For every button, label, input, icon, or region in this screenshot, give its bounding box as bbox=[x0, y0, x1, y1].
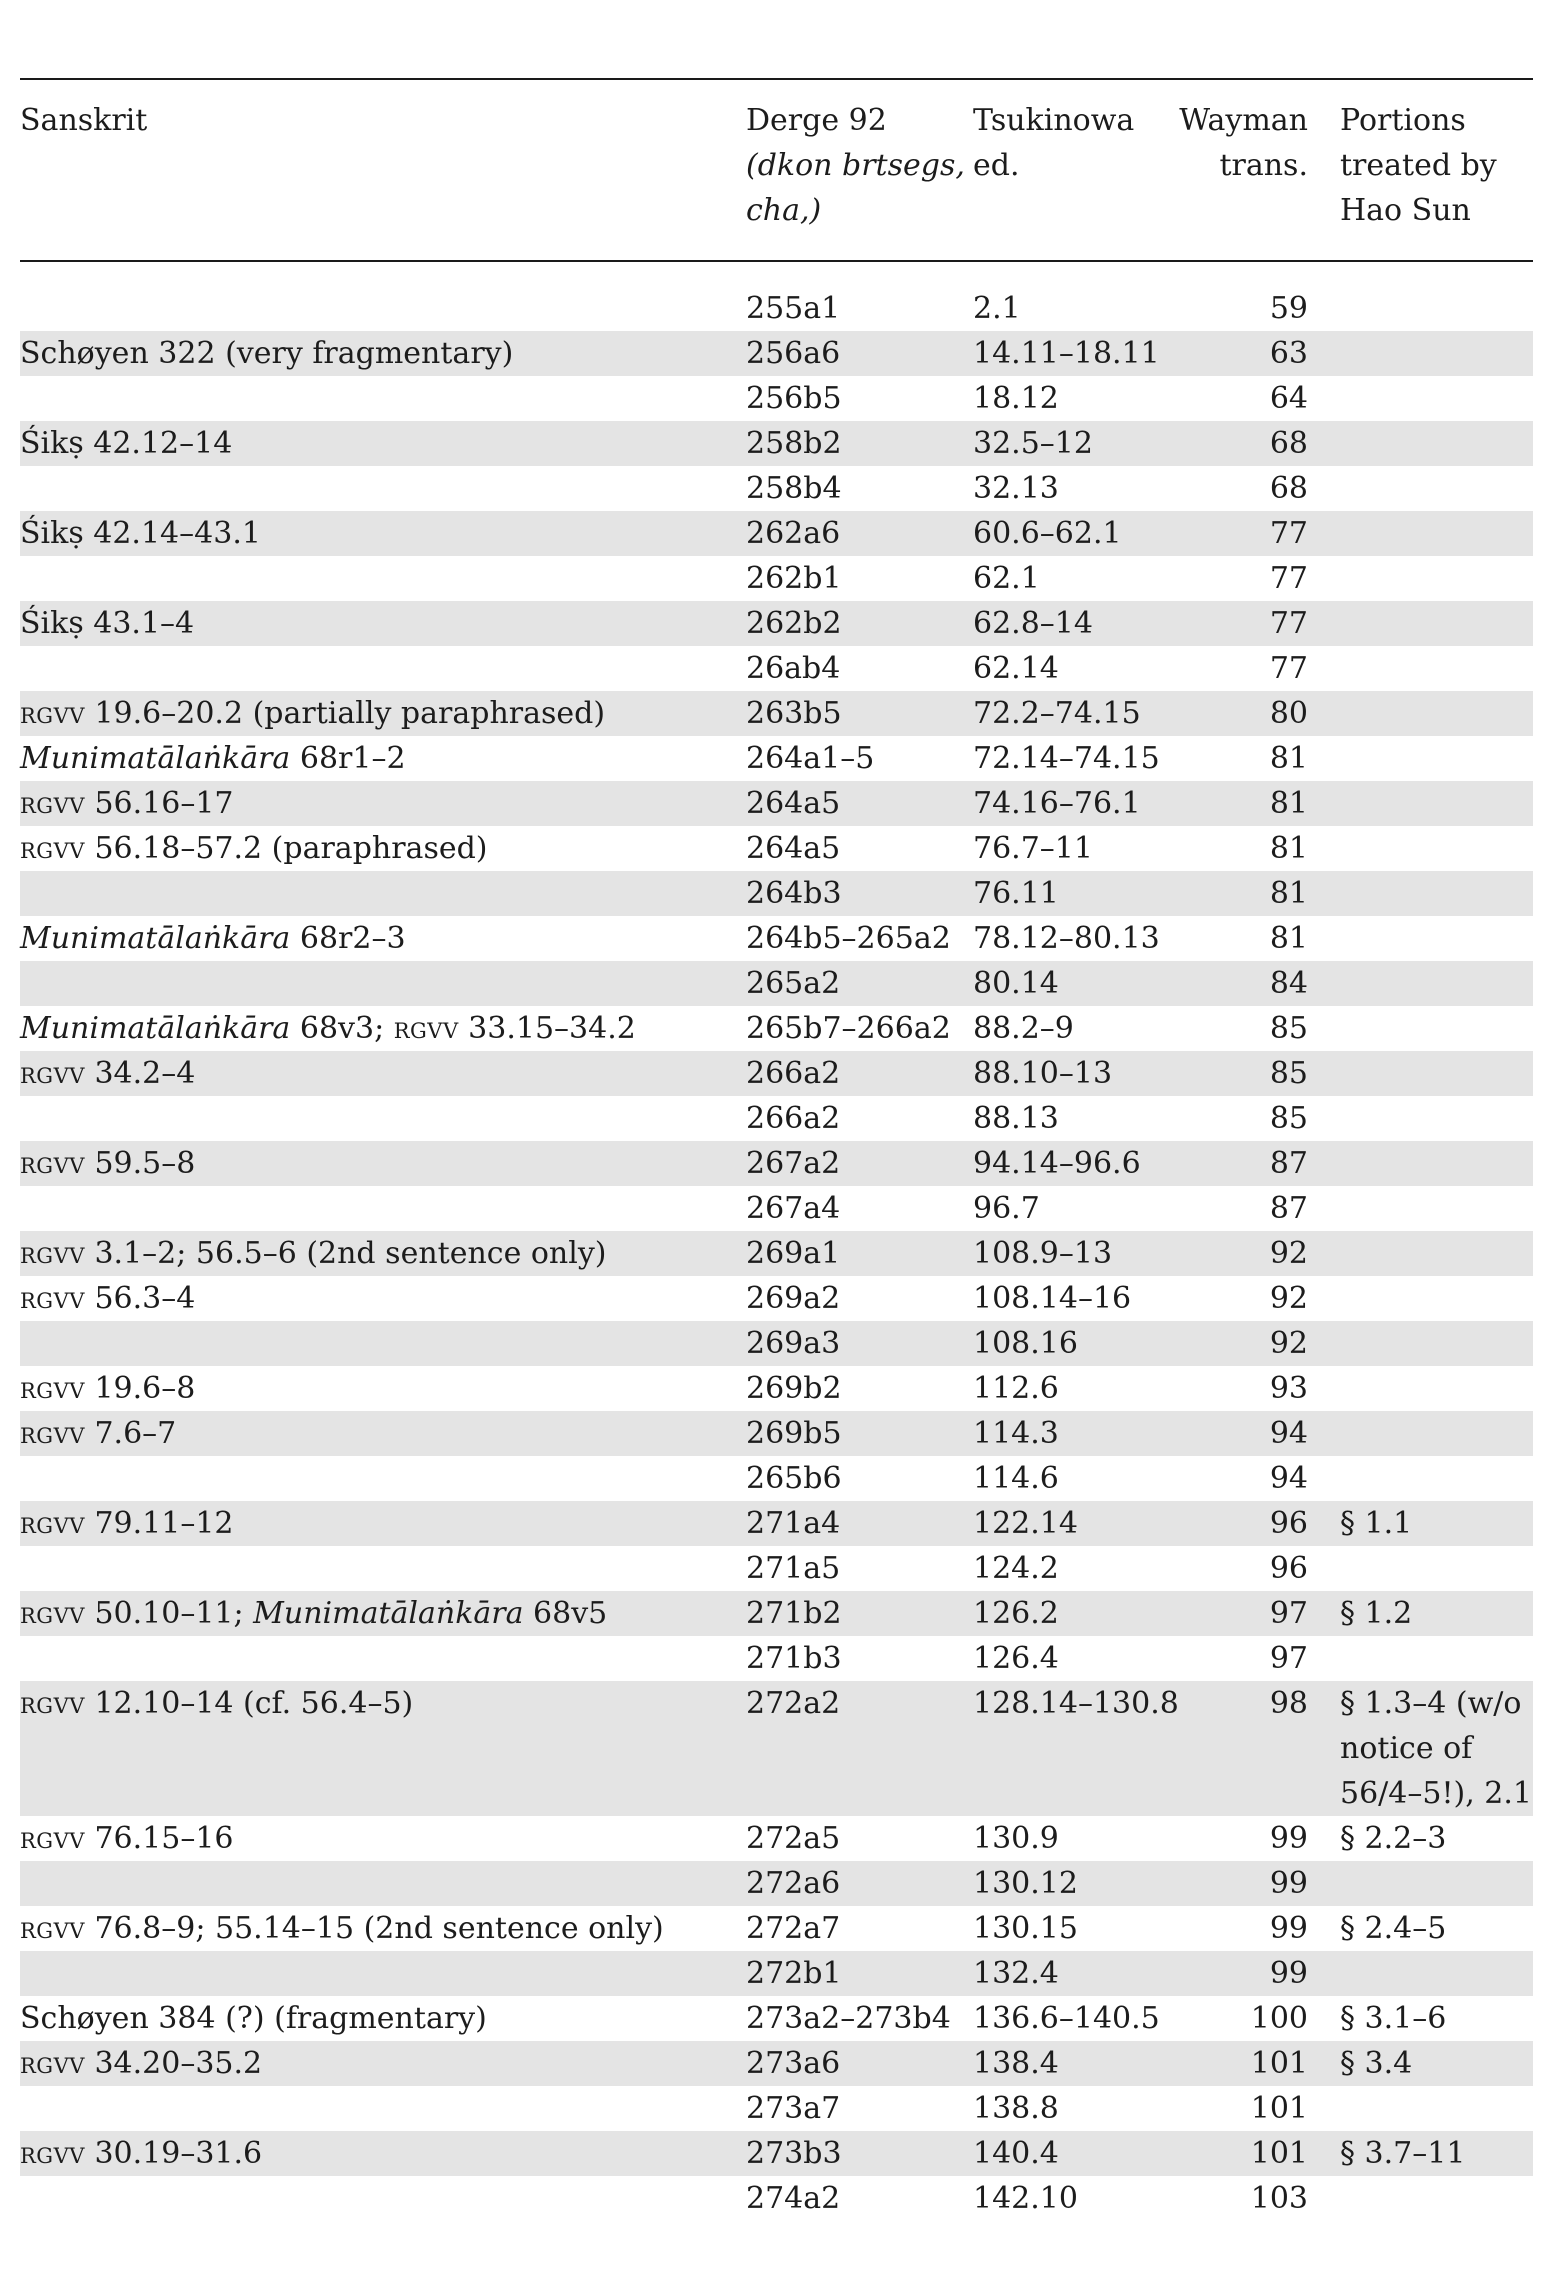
cell-portions: § 3.7–11 bbox=[1340, 2136, 1466, 2171]
cell-sanskrit bbox=[20, 781, 234, 826]
table-row bbox=[20, 1096, 1533, 1141]
cell-sanskrit bbox=[20, 736, 406, 781]
cell-derge: 273b3 bbox=[746, 2136, 842, 2171]
cell-wayman: 94 bbox=[1269, 1416, 1308, 1451]
table-row bbox=[20, 916, 1533, 961]
cell-wayman: 99 bbox=[1269, 1866, 1308, 1901]
cell-wayman: 64 bbox=[1269, 381, 1308, 416]
cell-derge: 273a7 bbox=[746, 2091, 841, 2126]
cell-tsukinowa: 138.8 bbox=[973, 2091, 1059, 2126]
cell-derge: 266a2 bbox=[746, 1101, 841, 1136]
cell-tsukinowa: 136.6–140.5 bbox=[973, 2001, 1160, 2036]
cell-derge: 262a6 bbox=[746, 516, 841, 551]
table-row bbox=[20, 871, 1533, 916]
cell-wayman: 97 bbox=[1269, 1596, 1308, 1631]
sanskrit-segment: 59.5–8 bbox=[84, 1146, 196, 1181]
cell-derge: 274a2 bbox=[746, 2181, 841, 2216]
concordance-table bbox=[20, 78, 1533, 2221]
sanskrit-segment: rgvv bbox=[20, 1281, 85, 1316]
cell-tsukinowa: 132.4 bbox=[973, 1956, 1059, 1991]
cell-sanskrit bbox=[20, 1411, 176, 1456]
cell-tsukinowa: 14.11–18.11 bbox=[973, 336, 1160, 371]
cell-portions: § 1.3–4 (w/o notice of 56/4–5!), 2.1 bbox=[1340, 1686, 1532, 1811]
cell-wayman: 92 bbox=[1269, 1281, 1308, 1316]
cell-tsukinowa: 96.7 bbox=[973, 1191, 1040, 1226]
cell-portions: § 3.4 bbox=[1340, 2046, 1413, 2081]
cell-tsukinowa: 142.10 bbox=[973, 2181, 1078, 2216]
sanskrit-segment: rgvv bbox=[20, 786, 85, 821]
sanskrit-segment: rgvv bbox=[20, 1686, 85, 1721]
sanskrit-segment: 34.2–4 bbox=[84, 1056, 196, 1091]
cell-derge: 269a2 bbox=[746, 1281, 841, 1316]
cell-wayman: 97 bbox=[1269, 1641, 1308, 1676]
cell-derge: 264a1–5 bbox=[746, 741, 875, 776]
cell-wayman: 68 bbox=[1269, 426, 1308, 461]
cell-sanskrit bbox=[20, 916, 406, 961]
sanskrit-segment: 68r1–2 bbox=[290, 741, 406, 776]
cell-tsukinowa: 18.12 bbox=[973, 381, 1059, 416]
header-sanskrit: Sanskrit bbox=[20, 103, 148, 138]
cell-wayman: 92 bbox=[1269, 1236, 1308, 1271]
table-row bbox=[20, 1591, 1533, 1636]
sanskrit-segment: 56.3–4 bbox=[84, 1281, 196, 1316]
header-wayman: Wayman trans. bbox=[1179, 103, 1308, 183]
table-row bbox=[20, 1141, 1533, 1186]
cell-derge: 26ab4 bbox=[746, 651, 841, 686]
cell-wayman: 77 bbox=[1269, 516, 1308, 551]
cell-wayman: 93 bbox=[1269, 1371, 1308, 1406]
header-derge: Derge 92 (dkon brtsegs, cha,) bbox=[746, 103, 965, 228]
cell-tsukinowa: 114.6 bbox=[973, 1461, 1059, 1496]
cell-wayman: 85 bbox=[1269, 1056, 1308, 1091]
cell-sanskrit bbox=[20, 1501, 234, 1546]
cell-derge: 256a6 bbox=[746, 336, 841, 371]
cell-derge: 265b7–266a2 bbox=[746, 1011, 951, 1046]
sanskrit-segment: rgvv bbox=[20, 2136, 85, 2171]
cell-derge: 272a7 bbox=[746, 1911, 841, 1946]
cell-wayman: 77 bbox=[1269, 606, 1308, 641]
cell-tsukinowa: 60.6–62.1 bbox=[973, 516, 1122, 551]
cell-wayman: 68 bbox=[1269, 471, 1308, 506]
cell-wayman: 99 bbox=[1269, 1956, 1308, 1991]
cell-derge: 258b2 bbox=[746, 426, 842, 461]
cell-derge: 272b1 bbox=[746, 1956, 842, 1991]
cell-derge: 258b4 bbox=[746, 471, 842, 506]
cell-derge: 272a6 bbox=[746, 1866, 841, 1901]
sanskrit-segment: rgvv bbox=[20, 1821, 85, 1856]
cell-derge: 265a2 bbox=[746, 966, 841, 1001]
table-row bbox=[20, 2086, 1533, 2131]
cell-wayman: 81 bbox=[1269, 741, 1308, 776]
cell-portions: § 2.4–5 bbox=[1340, 1911, 1447, 1946]
table-row bbox=[20, 1996, 1533, 2041]
cell-derge: 255a1 bbox=[746, 291, 841, 326]
sanskrit-segment: Śikṣ 42.12–14 bbox=[20, 426, 233, 461]
table-row bbox=[20, 1951, 1533, 1996]
cell-derge: 273a2–273b4 bbox=[746, 2001, 951, 2036]
cell-tsukinowa: 108.16 bbox=[973, 1326, 1078, 1361]
sanskrit-segment: rgvv bbox=[20, 2046, 85, 2081]
cell-derge: 264b5–265a2 bbox=[746, 921, 951, 956]
cell-derge: 269b5 bbox=[746, 1416, 842, 1451]
cell-tsukinowa: 122.14 bbox=[973, 1506, 1078, 1541]
table-row bbox=[20, 556, 1533, 601]
cell-wayman: 81 bbox=[1269, 876, 1308, 911]
cell-sanskrit bbox=[20, 1996, 487, 2041]
sanskrit-segment: Munimatālaṅkāra bbox=[253, 1596, 524, 1631]
cell-tsukinowa: 130.9 bbox=[973, 1821, 1059, 1856]
cell-derge: 272a2 bbox=[746, 1686, 841, 1721]
table-row bbox=[20, 1186, 1533, 1231]
sanskrit-segment: rgvv bbox=[393, 1011, 459, 1046]
cell-tsukinowa: 126.2 bbox=[973, 1596, 1059, 1631]
cell-tsukinowa: 114.3 bbox=[973, 1416, 1059, 1451]
cell-wayman: 96 bbox=[1269, 1506, 1308, 1541]
sanskrit-segment: rgvv bbox=[20, 1371, 85, 1406]
cell-wayman: 87 bbox=[1269, 1191, 1308, 1226]
table-row bbox=[20, 1051, 1533, 1096]
sanskrit-segment: rgvv bbox=[20, 1056, 85, 1091]
cell-wayman: 81 bbox=[1269, 786, 1308, 821]
cell-tsukinowa: 80.14 bbox=[973, 966, 1059, 1001]
cell-sanskrit bbox=[20, 601, 194, 646]
cell-derge: 262b2 bbox=[746, 606, 842, 641]
cell-derge: 263b5 bbox=[746, 696, 842, 731]
cell-sanskrit bbox=[20, 1276, 195, 1321]
cell-derge: 264a5 bbox=[746, 786, 841, 821]
cell-tsukinowa: 72.14–74.15 bbox=[973, 741, 1160, 776]
sanskrit-segment: rgvv bbox=[20, 1911, 85, 1946]
cell-sanskrit bbox=[20, 2131, 262, 2176]
cell-tsukinowa: 108.14–16 bbox=[973, 1281, 1132, 1316]
cell-derge: 265b6 bbox=[746, 1461, 842, 1496]
cell-sanskrit bbox=[20, 421, 232, 466]
table-row bbox=[20, 1411, 1533, 1456]
cell-tsukinowa: 78.12–80.13 bbox=[973, 921, 1160, 956]
cell-tsukinowa: 138.4 bbox=[973, 2046, 1059, 2081]
table-row bbox=[20, 1906, 1533, 1951]
sanskrit-segment: 68v5 bbox=[523, 1596, 608, 1631]
table-row bbox=[20, 646, 1533, 691]
cell-derge: 273a6 bbox=[746, 2046, 841, 2081]
table-row bbox=[20, 1816, 1533, 1861]
sanskrit-segment: Munimatālaṅkāra bbox=[20, 741, 291, 776]
cell-derge: 269a3 bbox=[746, 1326, 841, 1361]
sanskrit-segment: 7.6–7 bbox=[84, 1416, 177, 1451]
cell-sanskrit bbox=[20, 2041, 262, 2086]
table-header bbox=[20, 80, 1533, 260]
cell-wayman: 81 bbox=[1269, 921, 1308, 956]
sanskrit-segment: 68v3; bbox=[290, 1011, 394, 1046]
cell-wayman: 81 bbox=[1269, 831, 1308, 866]
cell-tsukinowa: 94.14–96.6 bbox=[973, 1146, 1141, 1181]
cell-wayman: 87 bbox=[1269, 1146, 1308, 1181]
table-row bbox=[20, 1636, 1533, 1681]
cell-tsukinowa: 88.2–9 bbox=[973, 1011, 1074, 1046]
cell-derge: 272a5 bbox=[746, 1821, 841, 1856]
cell-tsukinowa: 62.8–14 bbox=[973, 606, 1093, 641]
table-row bbox=[20, 1366, 1533, 1411]
sanskrit-segment: rgvv bbox=[20, 831, 85, 866]
cell-derge: 267a4 bbox=[746, 1191, 841, 1226]
table-row bbox=[20, 1546, 1533, 1591]
cell-derge: 266a2 bbox=[746, 1056, 841, 1091]
table-row bbox=[20, 466, 1533, 511]
cell-derge: 271a5 bbox=[746, 1551, 841, 1586]
cell-sanskrit bbox=[20, 1906, 664, 1951]
sanskrit-segment: rgvv bbox=[20, 1416, 85, 1451]
cell-wayman: 80 bbox=[1269, 696, 1308, 731]
cell-tsukinowa: 76.7–11 bbox=[973, 831, 1093, 866]
cell-wayman: 103 bbox=[1250, 2181, 1308, 2216]
sanskrit-segment: 56.16–17 bbox=[84, 786, 234, 821]
table-row bbox=[20, 1681, 1533, 1816]
cell-wayman: 101 bbox=[1250, 2046, 1308, 2081]
sanskrit-segment: 33.15–34.2 bbox=[458, 1011, 636, 1046]
cell-sanskrit bbox=[20, 1141, 195, 1186]
cell-wayman: 59 bbox=[1269, 291, 1308, 326]
cell-wayman: 77 bbox=[1269, 651, 1308, 686]
cell-tsukinowa: 72.2–74.15 bbox=[973, 696, 1141, 731]
cell-wayman: 94 bbox=[1269, 1461, 1308, 1496]
table-row bbox=[20, 2041, 1533, 2086]
header-portions: Portions treated by Hao Sun bbox=[1340, 103, 1497, 228]
sanskrit-segment: Munimatālaṅkāra bbox=[20, 921, 291, 956]
sanskrit-segment: 76.8–9; 55.14–15 (2nd sentence only) bbox=[84, 1911, 664, 1946]
sanskrit-segment: rgvv bbox=[20, 1236, 85, 1271]
table-row bbox=[20, 826, 1533, 871]
cell-wayman: 98 bbox=[1269, 1686, 1308, 1721]
cell-sanskrit bbox=[20, 1591, 607, 1636]
table-row bbox=[20, 421, 1533, 466]
cell-derge: 256b5 bbox=[746, 381, 842, 416]
cell-derge: 271b3 bbox=[746, 1641, 842, 1676]
cell-wayman: 101 bbox=[1250, 2136, 1308, 2171]
sanskrit-segment: rgvv bbox=[20, 1146, 85, 1181]
cell-portions: § 3.1–6 bbox=[1340, 2001, 1447, 2036]
sanskrit-segment: Schøyen 384 (?) (fragmentary) bbox=[20, 2001, 487, 2036]
cell-wayman: 84 bbox=[1269, 966, 1308, 1001]
sanskrit-segment: 68r2–3 bbox=[290, 921, 406, 956]
cell-tsukinowa: 112.6 bbox=[973, 1371, 1059, 1406]
cell-portions: § 2.2–3 bbox=[1340, 1821, 1447, 1856]
table-row bbox=[20, 1276, 1533, 1321]
header-tsukinowa: Tsukinowa ed. bbox=[973, 103, 1135, 183]
cell-derge: 269b2 bbox=[746, 1371, 842, 1406]
cell-wayman: 101 bbox=[1250, 2091, 1308, 2126]
cell-wayman: 92 bbox=[1269, 1326, 1308, 1361]
table-row bbox=[20, 2131, 1533, 2176]
cell-wayman: 99 bbox=[1269, 1821, 1308, 1856]
cell-tsukinowa: 32.13 bbox=[973, 471, 1059, 506]
sanskrit-segment: 34.20–35.2 bbox=[84, 2046, 263, 2081]
table-row bbox=[20, 1861, 1533, 1906]
table-row bbox=[20, 2176, 1533, 2221]
cell-tsukinowa: 124.2 bbox=[973, 1551, 1059, 1586]
cell-sanskrit bbox=[20, 826, 488, 871]
sanskrit-segment: 19.6–8 bbox=[84, 1371, 196, 1406]
sanskrit-segment: 30.19–31.6 bbox=[84, 2136, 263, 2171]
cell-sanskrit bbox=[20, 1816, 234, 1861]
cell-wayman: 85 bbox=[1269, 1101, 1308, 1136]
cell-derge: 264a5 bbox=[746, 831, 841, 866]
cell-derge: 264b3 bbox=[746, 876, 842, 911]
table-row bbox=[20, 601, 1533, 646]
cell-sanskrit bbox=[20, 1006, 636, 1051]
table-row bbox=[20, 1321, 1533, 1366]
table-row bbox=[20, 286, 1533, 331]
table-row bbox=[20, 781, 1533, 826]
cell-tsukinowa: 2.1 bbox=[973, 291, 1021, 326]
cell-tsukinowa: 130.12 bbox=[973, 1866, 1078, 1901]
cell-tsukinowa: 130.15 bbox=[973, 1911, 1078, 1946]
cell-wayman: 77 bbox=[1269, 561, 1308, 596]
cell-tsukinowa: 62.14 bbox=[973, 651, 1059, 686]
sanskrit-segment: 12.10–14 (cf. 56.4–5) bbox=[84, 1686, 414, 1721]
sanskrit-segment: rgvv bbox=[20, 1506, 85, 1541]
cell-tsukinowa: 74.16–76.1 bbox=[973, 786, 1141, 821]
cell-sanskrit bbox=[20, 1231, 607, 1276]
cell-derge: 271a4 bbox=[746, 1506, 841, 1541]
sanskrit-segment: 50.10–11; bbox=[84, 1596, 254, 1631]
table-row bbox=[20, 511, 1533, 556]
sanskrit-segment: Śikṣ 43.1–4 bbox=[20, 606, 195, 641]
cell-tsukinowa: 126.4 bbox=[973, 1641, 1059, 1676]
cell-tsukinowa: 32.5–12 bbox=[973, 426, 1093, 461]
sanskrit-segment: Munimatālaṅkāra bbox=[20, 1011, 291, 1046]
cell-wayman: 99 bbox=[1269, 1911, 1308, 1946]
cell-wayman: 85 bbox=[1269, 1011, 1308, 1046]
cell-wayman: 100 bbox=[1250, 2001, 1308, 2036]
cell-sanskrit bbox=[20, 1681, 413, 1726]
cell-sanskrit bbox=[20, 511, 261, 556]
cell-wayman: 63 bbox=[1269, 336, 1308, 371]
table-row bbox=[20, 1456, 1533, 1501]
table-row bbox=[20, 1501, 1533, 1546]
table-row bbox=[20, 1006, 1533, 1051]
sanskrit-segment: 76.15–16 bbox=[84, 1821, 234, 1856]
cell-sanskrit bbox=[20, 1366, 195, 1411]
sanskrit-segment: rgvv bbox=[20, 696, 85, 731]
sanskrit-segment: 3.1–2; 56.5–6 (2nd sentence only) bbox=[84, 1236, 607, 1271]
table-row bbox=[20, 691, 1533, 736]
table-body bbox=[20, 262, 1533, 2221]
sanskrit-segment: 79.11–12 bbox=[84, 1506, 234, 1541]
cell-tsukinowa: 62.1 bbox=[973, 561, 1040, 596]
cell-tsukinowa: 88.13 bbox=[973, 1101, 1059, 1136]
cell-wayman: 96 bbox=[1269, 1551, 1308, 1586]
sanskrit-segment: Śikṣ 42.14–43.1 bbox=[20, 516, 261, 551]
table-row bbox=[20, 736, 1533, 781]
table-row bbox=[20, 376, 1533, 421]
cell-sanskrit bbox=[20, 331, 513, 376]
cell-tsukinowa: 140.4 bbox=[973, 2136, 1059, 2171]
cell-tsukinowa: 108.9–13 bbox=[973, 1236, 1113, 1271]
table-row bbox=[20, 1231, 1533, 1276]
cell-sanskrit bbox=[20, 691, 605, 736]
table-row bbox=[20, 961, 1533, 1006]
cell-sanskrit bbox=[20, 1051, 195, 1096]
cell-portions: § 1.2 bbox=[1340, 1596, 1413, 1631]
cell-derge: 269a1 bbox=[746, 1236, 841, 1271]
cell-tsukinowa: 88.10–13 bbox=[973, 1056, 1113, 1091]
cell-tsukinowa: 76.11 bbox=[973, 876, 1059, 911]
cell-derge: 267a2 bbox=[746, 1146, 841, 1181]
sanskrit-segment: Schøyen 322 (very fragmentary) bbox=[20, 336, 514, 371]
cell-derge: 271b2 bbox=[746, 1596, 842, 1631]
table-row bbox=[20, 331, 1533, 376]
sanskrit-segment: rgvv bbox=[20, 1596, 85, 1631]
cell-derge: 262b1 bbox=[746, 561, 842, 596]
sanskrit-segment: 56.18–57.2 (paraphrased) bbox=[84, 831, 488, 866]
sanskrit-segment: 19.6–20.2 (partially paraphrased) bbox=[84, 696, 606, 731]
cell-portions: § 1.1 bbox=[1340, 1506, 1413, 1541]
cell-tsukinowa: 128.14–130.8 bbox=[973, 1686, 1179, 1721]
